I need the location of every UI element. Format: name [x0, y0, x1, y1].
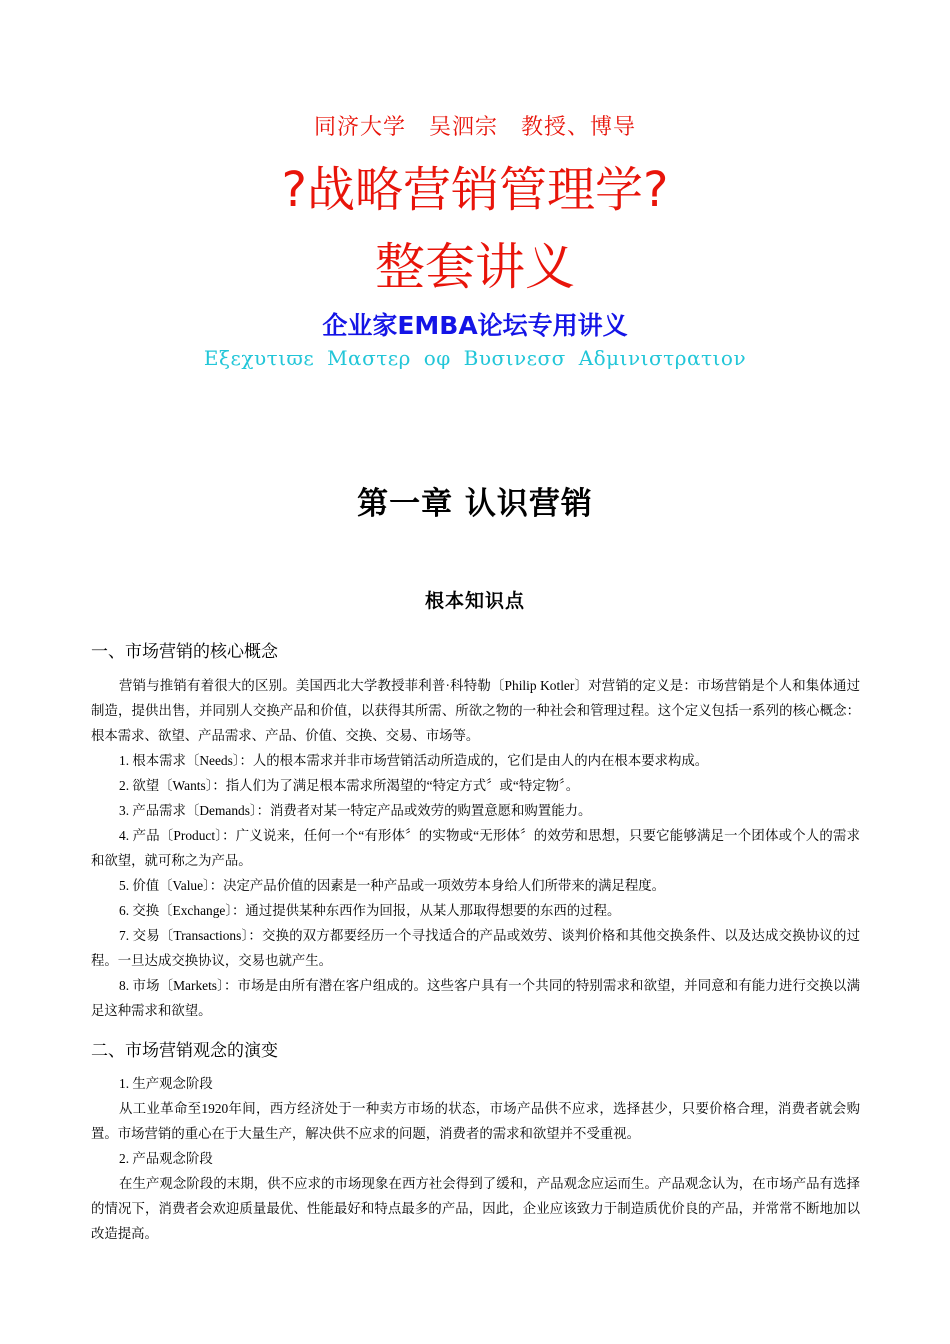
list-item: 5. 价值〔Value〕：决定产品价值的因素是一种产品或一项效劳本身给人们所带来的满足程度。	[119, 878, 666, 893]
list-item: 7. 交易〔Transactions〕：交换的双方都要经历一个寻找适合的产品或效劳、谈判价格和其他交换条件、以及达成交换协议的过程。一旦达成交换协议，交易也就产生。	[91, 928, 860, 968]
list-item: 2. 产品观念阶段	[119, 1151, 213, 1166]
list-item: 3. 产品需求〔Demands〕：消费者对某一特定产品或效劳的购置意愿和购置能力。	[119, 803, 592, 818]
paragraph: 在生产观念阶段的末期，供不应求的市场现象在西方社会得到了缓和，产品观念应运而生。产品观念认为，在市场产品有选择的情况下，消费者会欢迎质量最优、性能最好和特点最多的产品，因此，企业应该致力于制造质优价良的产品，并常常不断地加以改造提高。	[91, 1176, 860, 1241]
author-line: 同济大学 吴泗宗 教授、博导	[313, 115, 636, 140]
section2-heading: 二、市场营销观念的演变	[91, 1041, 278, 1061]
list-item: 2. 欲望〔Wants〕：指人们为了满足根本需求所渴望的“特定方式〞或“特定物〞。	[119, 778, 580, 793]
section2-body	[91, 1071, 860, 1246]
subtitle: 企业家EMBA论坛专用讲义	[322, 311, 628, 340]
list-item: 1. 根本需求〔Needs〕：人的根本需求并非市场营销活动所造成的，它们是由人的内在根本要求构成。	[119, 753, 709, 768]
section1-body	[91, 673, 860, 1023]
subtitle-english: Εξεχυτιϖε Μαστερ οφ Βυσινεσσ Αδμινιστρατιον	[203, 346, 747, 370]
main-title: ?战略营销管理学?	[281, 162, 669, 218]
list-item: 1. 生产观念阶段	[119, 1076, 213, 1091]
main-title-line2: 整套讲义	[375, 238, 575, 296]
chapter-title: 第一章 认识营销	[357, 486, 593, 522]
paragraph: 营销与推销有着很大的区别。美国西北大学教授菲利普·科特勒〔Philip Kotler〕对营销的定义是：市场营销是个人和集体通过制造，提供出售，并同别人交换产品和价值，以获得其所需、所欲之物的一种社会和管理过程。这个定义包括一系列的核心概念：根本需求、欲望、产品需求、产品、价值、交换、交易、市场等。	[91, 678, 860, 743]
section1-heading: 一、市场营销的核心概念	[91, 642, 278, 662]
paragraph: 从工业革命至1920年间，西方经济处于一种卖方市场的状态，市场产品供不应求，选择甚少，只要价格合理，消费者就会购置。市场营销的重心在于大量生产，解决供不应求的问题，消费者的需求和欲望并不受重视。	[91, 1101, 860, 1141]
list-item: 8. 市场〔Markets〕：市场是由所有潜在客户组成的。这些客户具有一个共同的特别需求和欲望，并同意和有能力进行交换以满足这种需求和欲望。	[91, 978, 860, 1018]
section-heading: 根本知识点	[424, 590, 525, 612]
list-item: 4. 产品〔Product〕：广义说来，任何一个“有形体〞的实物或“无形体〞的效劳和思想，只要它能够满足一个团体或个人的需求和欲望，就可称之为产品。	[91, 828, 860, 868]
list-item: 6. 交换〔Exchange〕：通过提供某种东西作为回报，从某人那取得想要的东西的过程。	[119, 903, 621, 918]
